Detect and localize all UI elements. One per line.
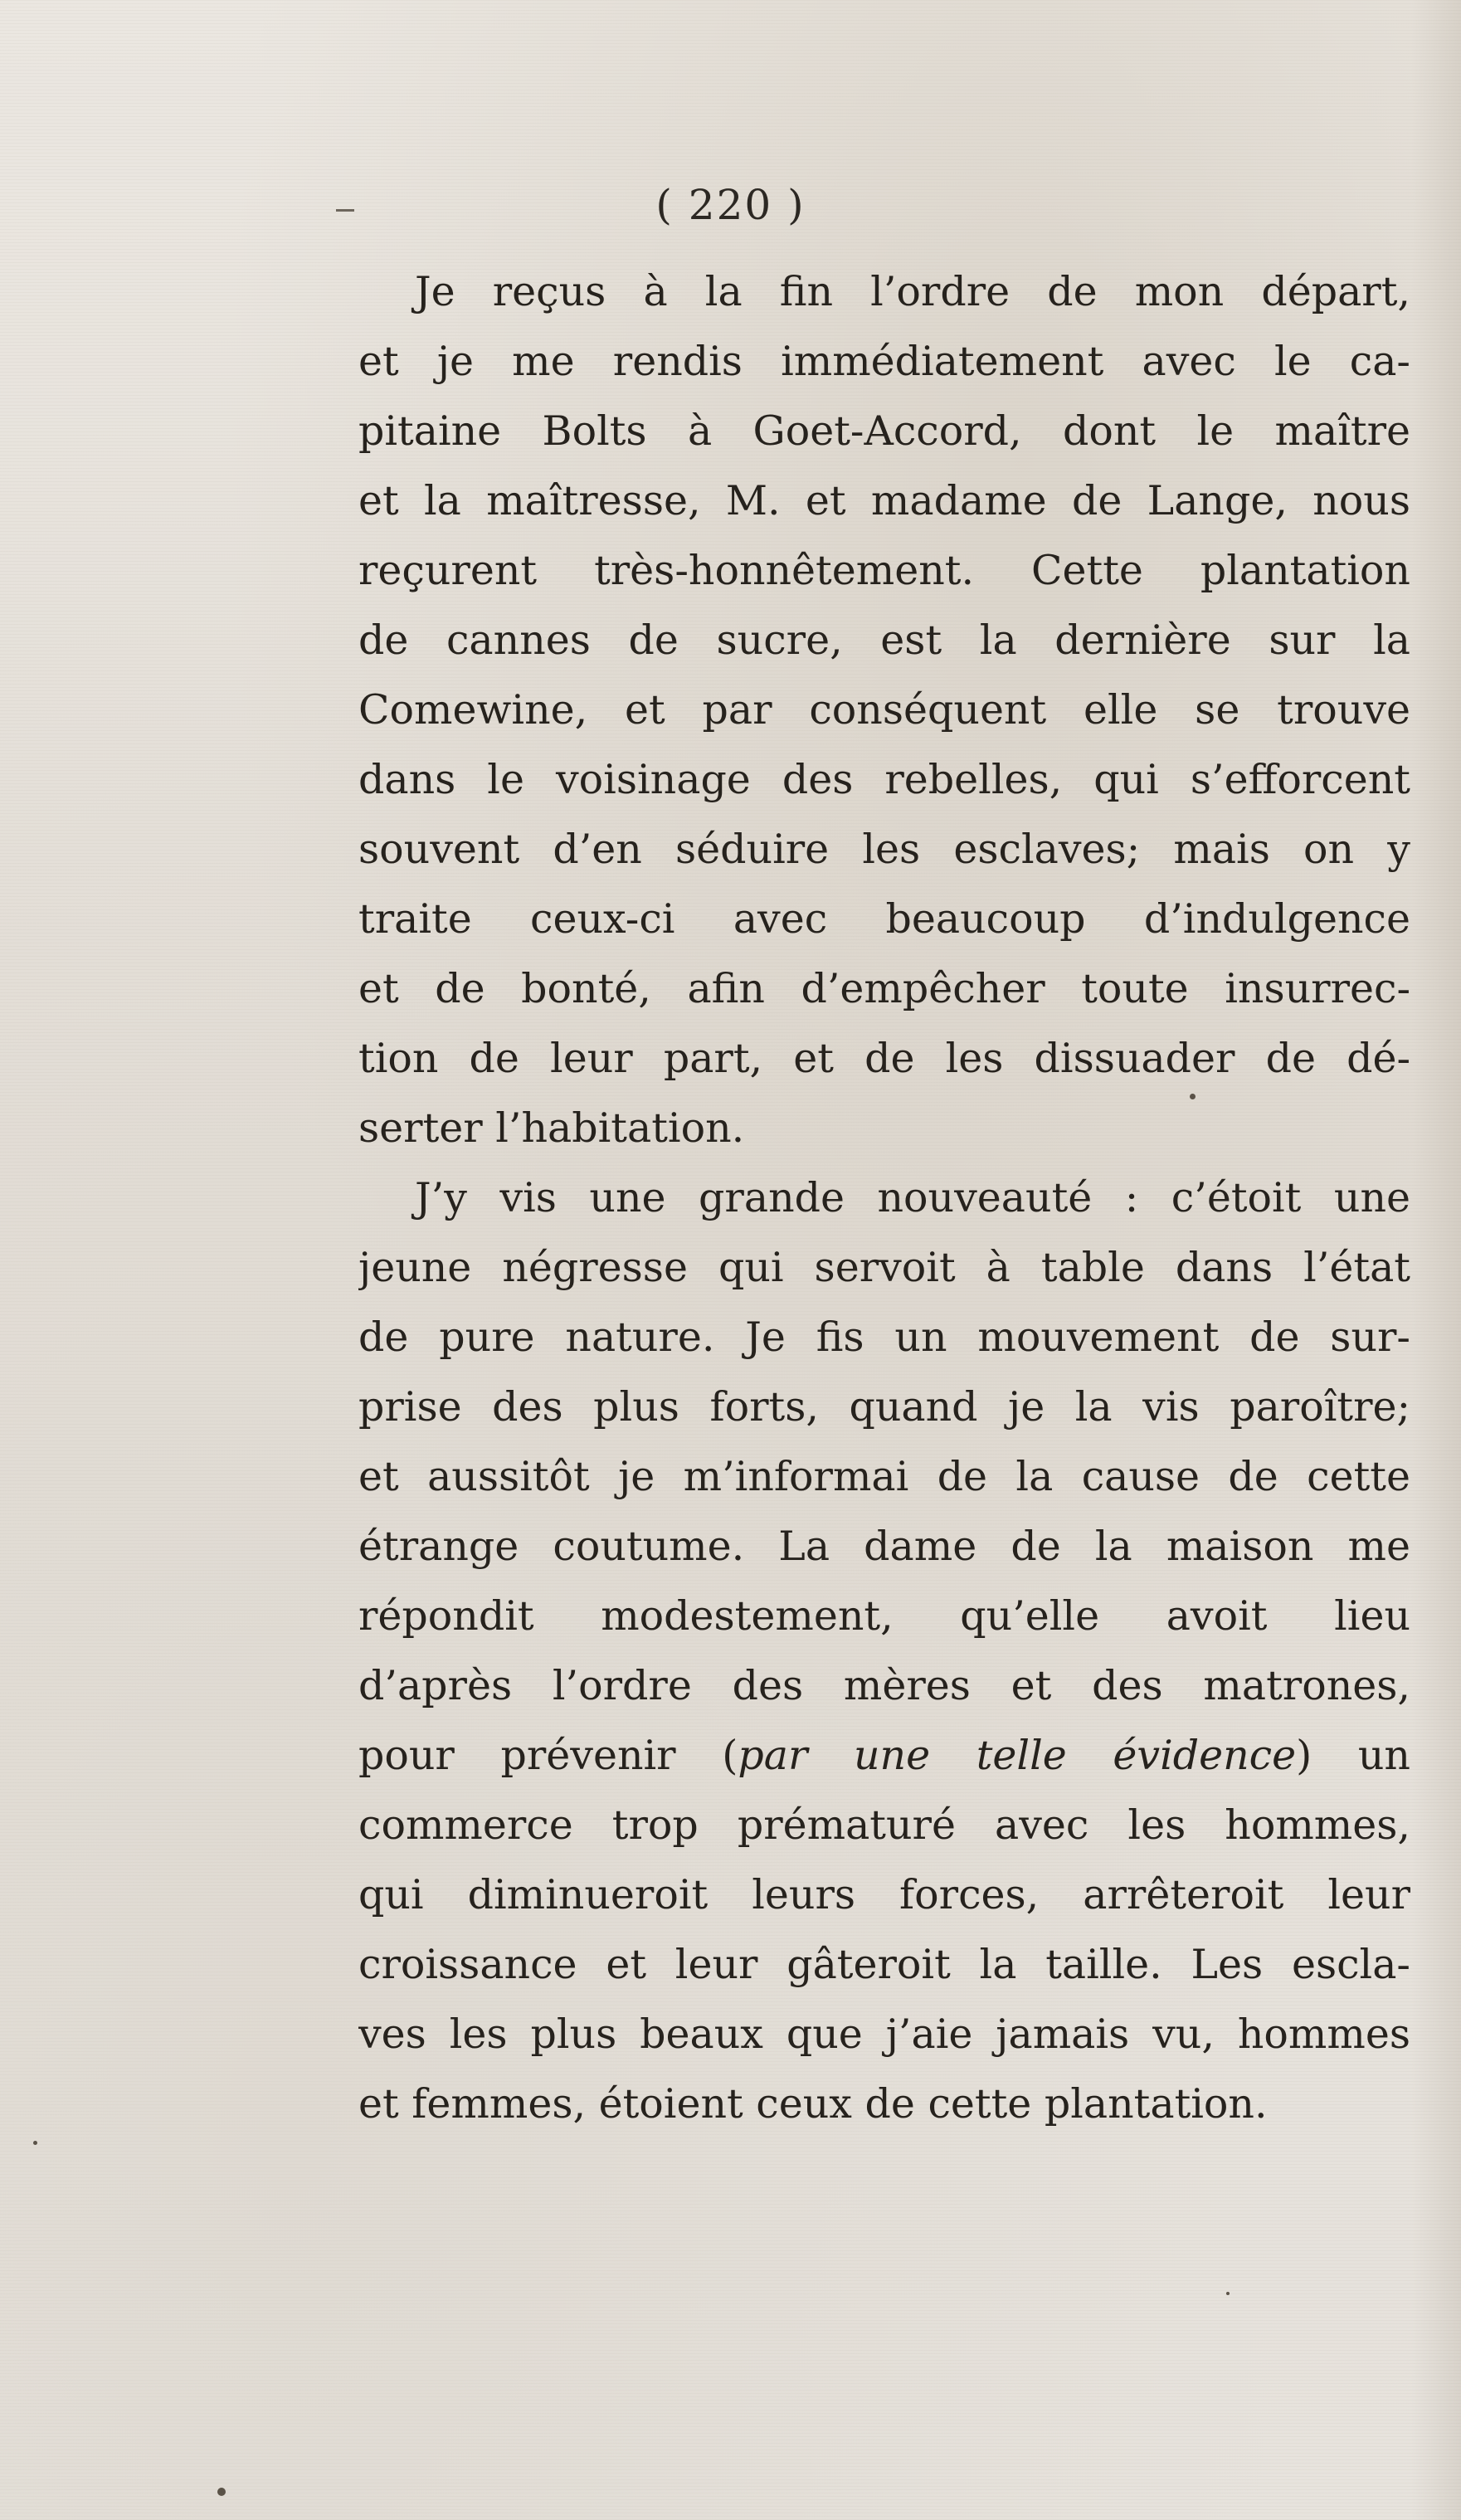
text-line: J’y vis une grande nouveauté : c’étoit une <box>415 1174 1410 1221</box>
text-line: d’après l’ordre des mères et des matrones, <box>358 1662 1410 1709</box>
text-line: dans le voisinage des rebelles, qui s’efforcent <box>358 756 1410 803</box>
text-line: souvent d’en séduire les esclaves; mais on y <box>358 826 1410 873</box>
page-number: ( 220 ) <box>655 181 806 229</box>
text-line: et de bonté, afin d’empêcher toute insurrec- <box>358 965 1410 1012</box>
text-fragment: ) un <box>1296 1732 1410 1779</box>
text-line: de cannes de sucre, est la dernière sur la <box>358 617 1410 664</box>
italic-phrase: par une telle évidence <box>738 1732 1297 1779</box>
text-line: ves les plus beaux que j’aie jamais vu, hommes <box>358 2011 1410 2058</box>
text-line: et je me rendis immédiatement avec le ca- <box>358 338 1410 385</box>
paper-speck <box>33 2141 37 2145</box>
page-edge-shadow <box>1411 0 1461 2520</box>
text-line: serter l’habitation. <box>358 1104 745 1152</box>
text-line: étrange coutume. La dame de la maison me <box>358 1523 1410 1570</box>
text-line: Je reçus à la fin l’ordre de mon départ, <box>415 268 1410 315</box>
text-line: qui diminueroit leurs forces, arrêteroit leur <box>358 1871 1410 1918</box>
paper-speck <box>1226 2292 1230 2295</box>
body-text <box>358 257 1410 2139</box>
paper-speck <box>1190 1094 1196 1099</box>
text-line: et aussitôt je m’informai de la cause de cette <box>358 1453 1410 1500</box>
text-line: traite ceux-ci avec beaucoup d’indulgence <box>358 895 1410 943</box>
text-line: de pure nature. Je fis un mouvement de sur- <box>358 1314 1410 1361</box>
text-line: prise des plus forts, quand je la vis paroître; <box>358 1383 1410 1431</box>
paper-speck <box>217 2488 226 2496</box>
text-line: jeune négresse qui servoit à table dans l’état <box>358 1244 1410 1291</box>
text-line: commerce trop prématuré avec les hommes, <box>358 1801 1410 1849</box>
text-line: Comewine, et par conséquent elle se trouve <box>358 686 1410 734</box>
text-fragment: pour prévenir ( <box>358 1732 738 1779</box>
text-line: croissance et leur gâteroit la taille. Les escla- <box>358 1941 1410 1988</box>
text-line: répondit modestement, qu’elle avoit lieu <box>358 1592 1410 1640</box>
text-line: pitaine Bolts à Goet-Accord, dont le maître <box>358 407 1410 455</box>
text-line-with-italic <box>358 1721 1410 1791</box>
text-line: et la maîtresse, M. et madame de Lange, nous <box>358 477 1410 524</box>
text-line: et femmes, étoient ceux de cette plantation. <box>358 2080 1268 2128</box>
text-line: reçurent très-honnêtement. Cette plantation <box>358 547 1410 594</box>
text-line: tion de leur part, et de les dissuader de dé- <box>358 1035 1410 1082</box>
